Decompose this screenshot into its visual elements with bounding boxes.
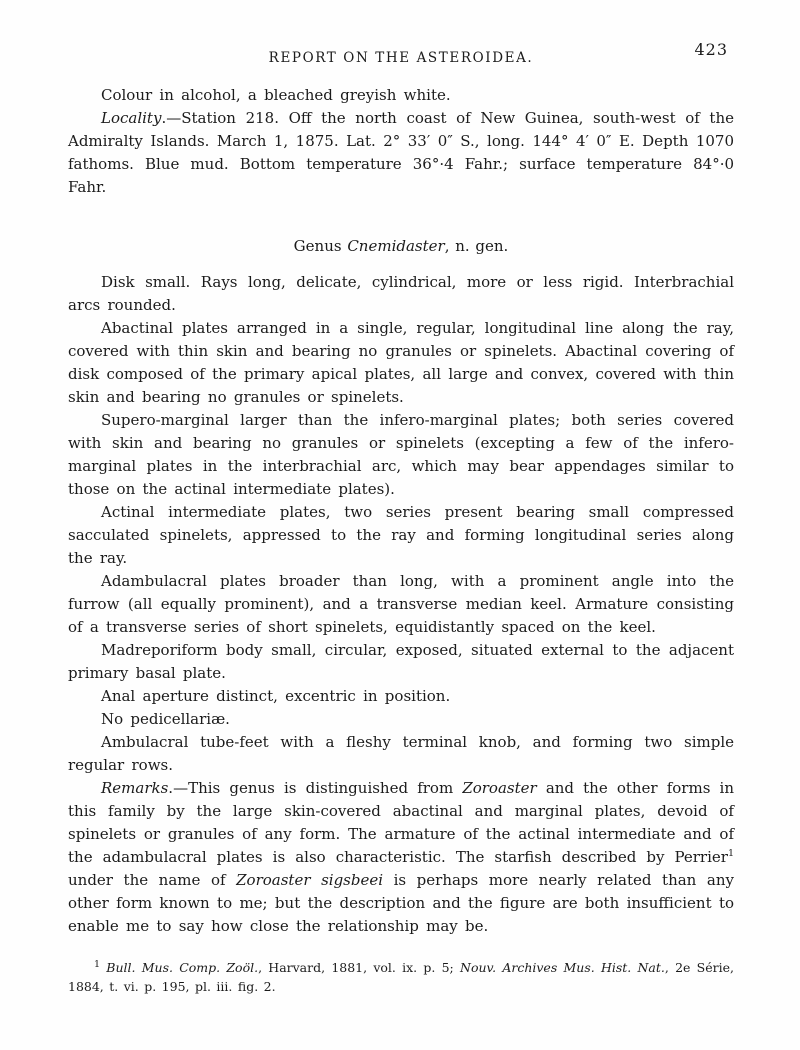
text-run: , n. gen. xyxy=(444,237,509,255)
text-run: Zoroaster xyxy=(462,779,537,797)
text-run: Adambulacral plates broader than long, with a prominent angle into the furrow (all equally prominent), and a transverse median keel. Armature consisting of a transverse series of short spinelets, equidistantly spaced on the keel. xyxy=(68,572,734,636)
text-run: Anal aperture distinct, excentric in position. xyxy=(101,687,451,705)
text-run: 1 xyxy=(94,958,101,970)
text-run: Bull. Mus. Comp. Zoöl. xyxy=(106,960,259,975)
text-run: .—This genus is distinguished from xyxy=(168,779,463,797)
text-run: under the name of xyxy=(68,871,237,889)
text-run: and the other forms in this family by the large skin-covered abactinal and marginal plates, devoid of spinelets or granules of any form. The armature of the actinal intermediate and of the adambulacral plates is also characteristic. The starfish described by Perrier xyxy=(68,779,734,866)
paragraph-abactinal xyxy=(68,317,734,409)
text-run: , Harvard, 1881, vol. ix. p. 5; xyxy=(258,960,461,975)
paragraph-actinal xyxy=(68,501,734,570)
paragraph-madreporiform xyxy=(68,639,734,685)
text-run: Remarks xyxy=(101,779,169,797)
paragraph-pedicellariae xyxy=(68,708,734,731)
text-run: Locality xyxy=(101,109,162,127)
text-run: Genus xyxy=(293,237,348,255)
text-run: Disk small. Rays long, delicate, cylindrical, more or less rigid. Interbrachial arcs rounded. xyxy=(68,273,734,314)
text-run: Supero-marginal larger than the infero-marginal plates; both series covered with skin and bearing no granules or spinelets (excepting a few of the infero-marginal plates in the interbrachial arc, which may bear appendages similar to those on the actinal intermediate plates). xyxy=(68,411,734,498)
paragraph-disk xyxy=(68,271,734,317)
paragraph-locality xyxy=(68,107,734,199)
text-run: , 2e Série, 1884, t. vi. p. 195, pl. iii. fig. 2. xyxy=(68,960,734,994)
paragraph-colour xyxy=(68,84,734,107)
paragraph-ambulacral xyxy=(68,731,734,777)
footnote-text xyxy=(68,958,734,996)
text-run: .—Station 218. Off the north coast of New Guinea, south-west of the Admiralty Islands. March 1, 1875. Lat. 2° 33′ 0″ S., long. 144° 4′ 0″ E. Depth 1070 fathoms. Blue mud. Bottom temperature 36°·4 Fahr.; surface temperature 84°·0 Fahr. xyxy=(68,109,734,196)
paragraph-anal-aperture xyxy=(68,685,734,708)
text-run: No pedicellariæ. xyxy=(101,710,230,728)
text-run: Nouv. Archives Mus. Hist. Nat. xyxy=(460,960,665,975)
paragraph-adambulacral xyxy=(68,570,734,639)
page-header xyxy=(68,42,734,64)
text-run: Cnemidaster xyxy=(347,237,445,255)
footnote xyxy=(68,958,734,996)
genus-heading xyxy=(68,235,734,258)
text-run: Ambulacral tube-feet with a fleshy terminal knob, and forming two simple regular rows. xyxy=(68,733,734,774)
page-body xyxy=(68,84,734,938)
paragraph-remarks xyxy=(68,777,734,938)
text-run: Zoroaster sigsbeei xyxy=(236,871,384,889)
text-run: Abactinal plates arranged in a single, regular, longitudinal line along the ray, covered with thin skin and bearing no granules or spinelets. Abactinal covering of disk composed of the primary apical plates, all large and convex, covered with thin skin and bearing no granules or spinelets. xyxy=(68,319,734,406)
text-run: Actinal intermediate plates, two series present bearing small compressed sacculated spinelets, appressed to the ray and forming longitudinal series along the ray. xyxy=(68,503,734,567)
paragraph-supero-marginal xyxy=(68,409,734,501)
text-run: Colour in alcohol, a bleached greyish white. xyxy=(101,86,451,104)
page-number: 423 xyxy=(694,40,728,59)
running-title: REPORT ON THE ASTEROIDEA. xyxy=(268,50,534,66)
text-run: Madreporiform body small, circular, exposed, situated external to the adjacent primary basal plate. xyxy=(68,641,734,682)
text-run: 1 xyxy=(727,848,734,859)
text-run: is perhaps more nearly related than any other form known to me; but the description and the figure are both insufficient to enable me to say how close the relationship may be. xyxy=(68,871,734,935)
